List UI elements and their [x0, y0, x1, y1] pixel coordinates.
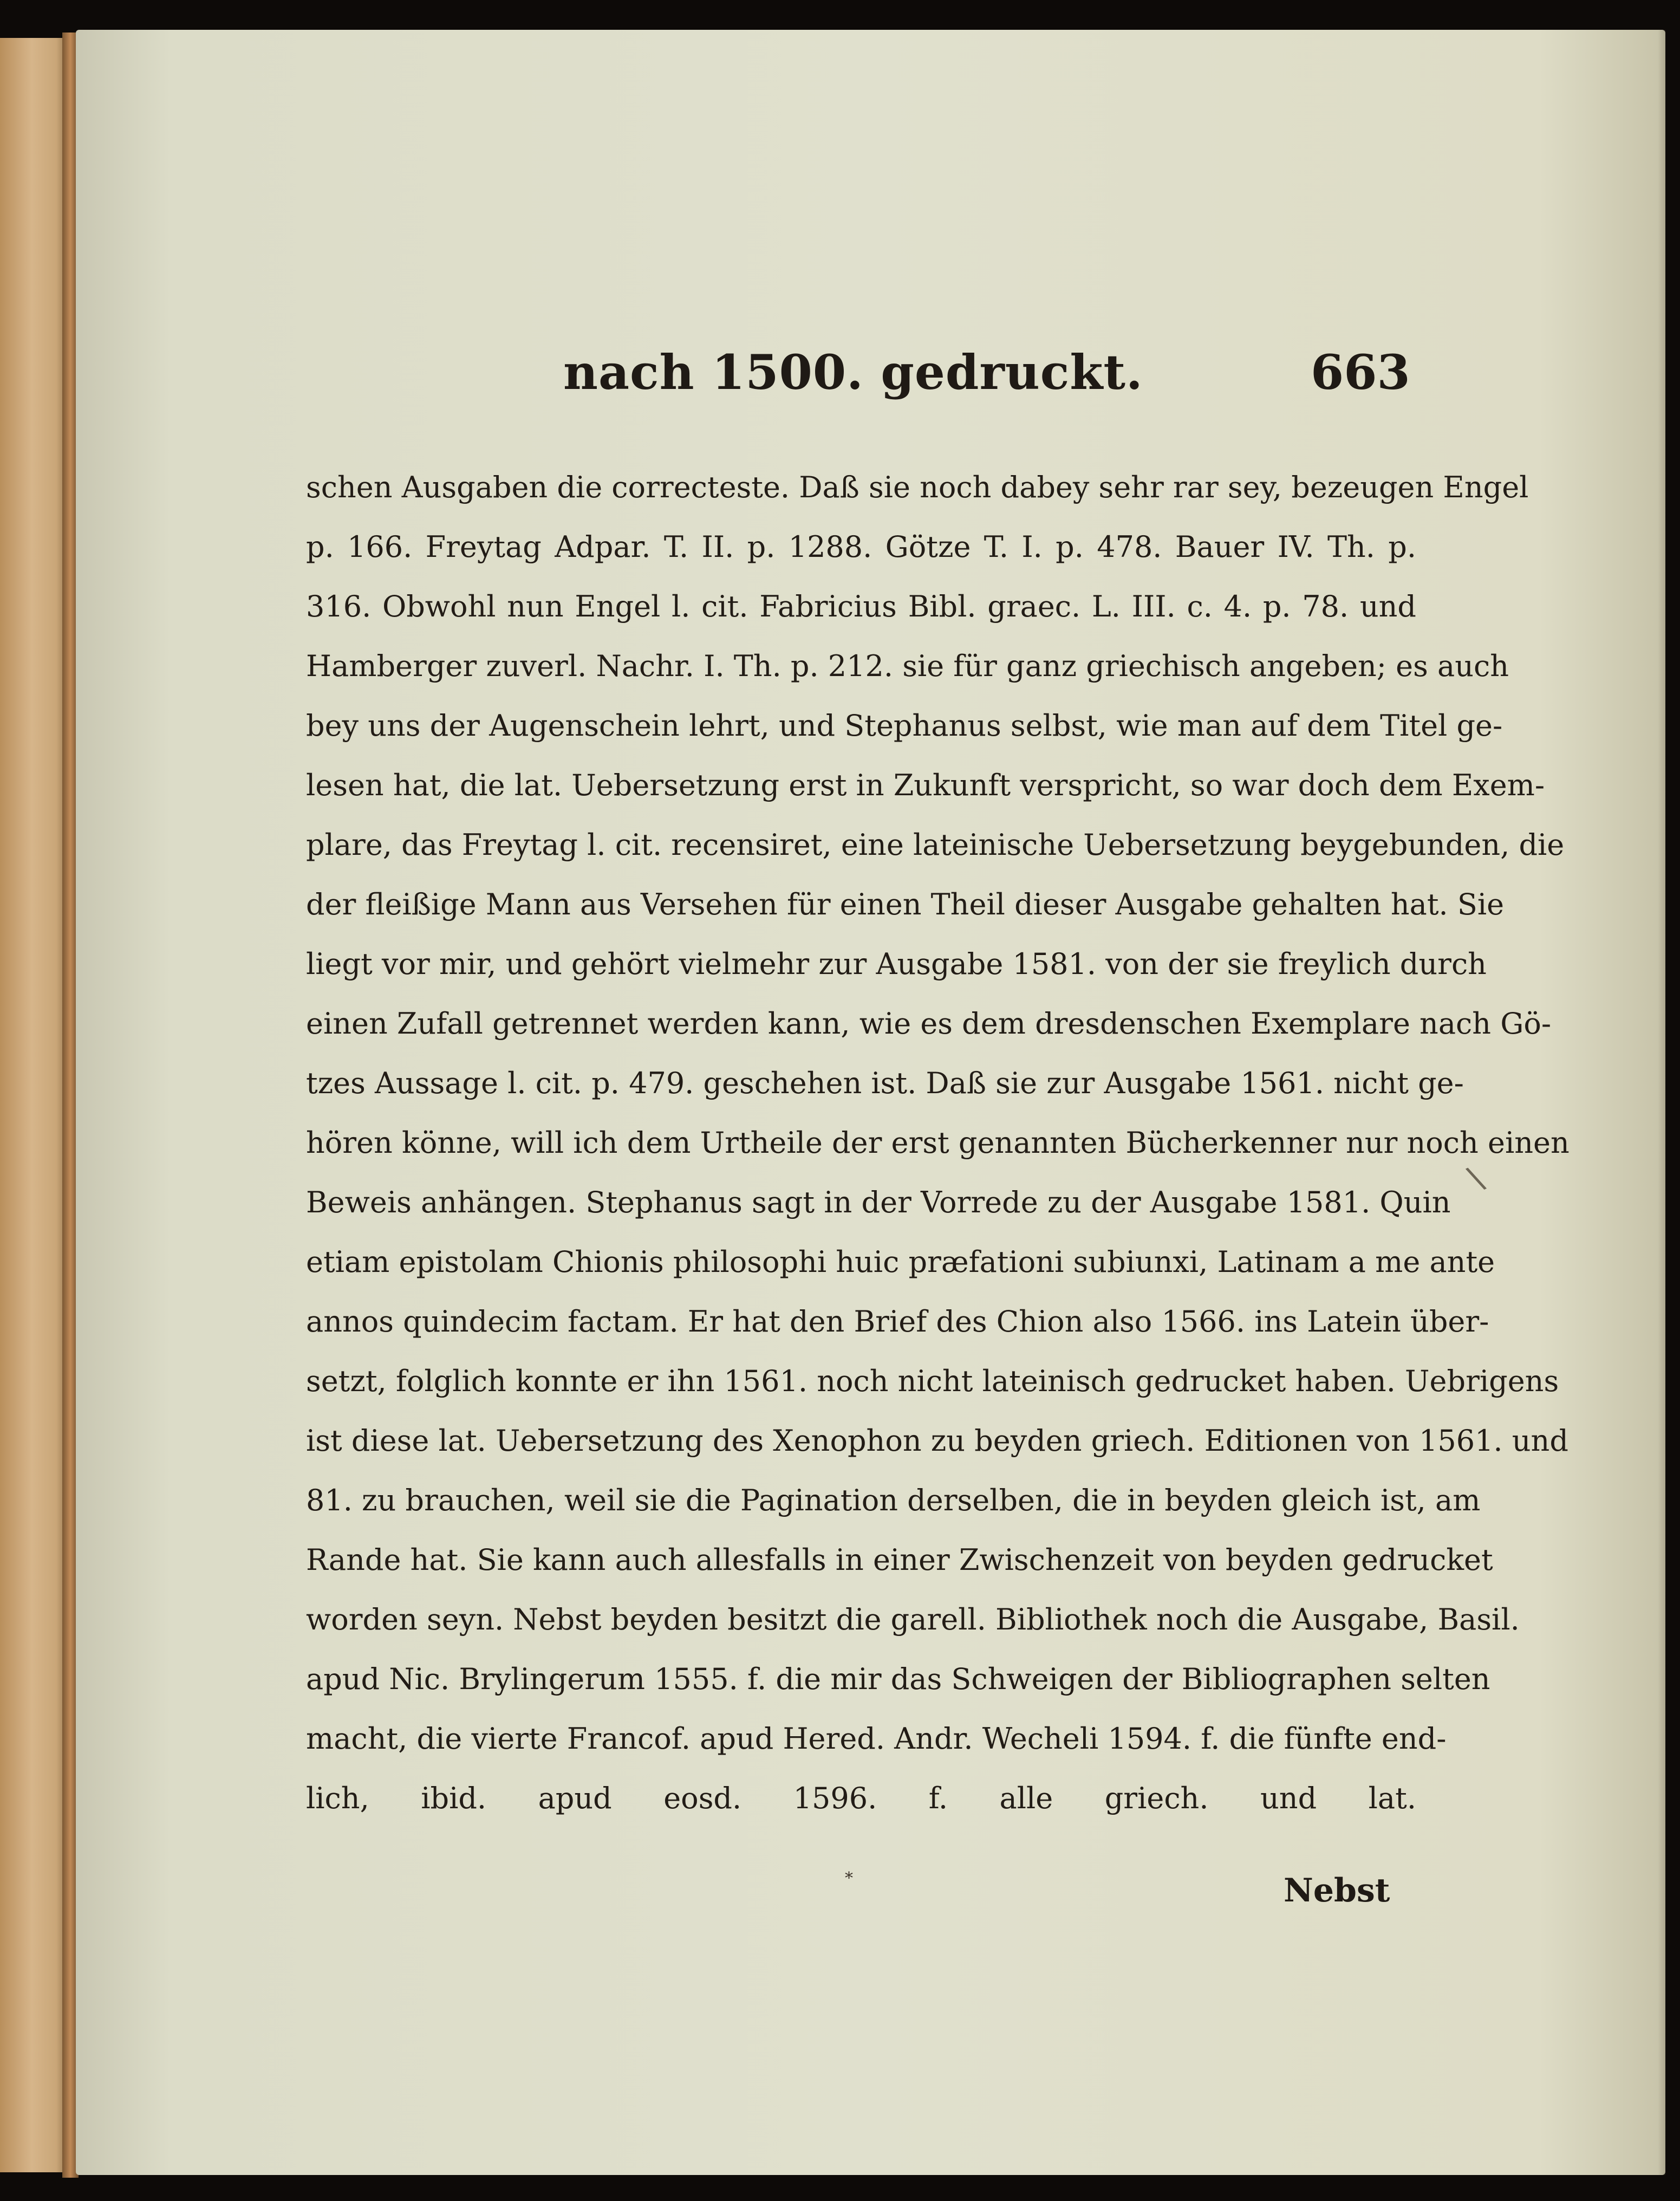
left-page-edge: [0, 38, 70, 2172]
text-line: lesen hat, die lat. Uebersetzung erst in Zukunft verspricht, so war doch dem Exem-: [306, 768, 1545, 802]
text-line: tzes Aussage l. cit. p. 479. geschehen ist. Daß sie zur Ausgabe 1561. nicht ge-: [306, 1066, 1464, 1100]
text-line: 316. Obwohl nun Engel l. cit. Fabricius Bibl. graec. L. III. c. 4. p. 78. und: [306, 589, 1416, 624]
page-number: 663: [1311, 344, 1410, 400]
text-line: setzt, folglich konnte er ihn 1561. noch nicht lateinisch gedrucket haben. Uebrigens: [306, 1364, 1559, 1398]
text-line: schen Ausgaben die correcteste. Daß sie noch dabey sehr rar sey, bezeugen Engel: [306, 470, 1529, 504]
text-line: bey uns der Augenschein lehrt, und Stephanus selbst, wie man auf dem Titel ge-: [306, 709, 1503, 743]
text-line: Rande hat. Sie kann auch allesfalls in einer Zwischenzeit von beyden gedrucket: [306, 1543, 1493, 1577]
text-line: etiam epistolam Chionis philosophi huic præfationi subiunxi, Latinam a me ante: [306, 1245, 1495, 1279]
book-page: [76, 30, 1665, 2175]
text-line: p. 166. Freytag Adpar. T. II. p. 1288. Götze T. I. p. 478. Bauer IV. Th. p.: [306, 530, 1416, 564]
margin-mark: \: [1463, 1158, 1489, 1198]
text-line: macht, die vierte Francof. apud Hered. Andr. Wecheli 1594. f. die fünfte end-: [306, 1722, 1447, 1756]
catchword: Nebst: [1284, 1872, 1390, 1910]
text-line: liegt vor mir, und gehört vielmehr zur Ausgabe 1581. von der sie freylich durch: [306, 947, 1487, 981]
text-line: annos quindecim factam. Er hat den Brief des Chion also 1566. ins Latein über-: [306, 1304, 1489, 1339]
running-head: nach 1500. gedruckt.: [563, 344, 1143, 400]
text-line: apud Nic. Brylingerum 1555. f. die mir das Schweigen der Bibliographen selten: [306, 1662, 1490, 1696]
text-line: einen Zufall getrennet werden kann, wie es dem dresdenschen Exemplare nach Gö-: [306, 1007, 1552, 1041]
signature-mark: *: [845, 1869, 853, 1888]
text-line: plare, das Freytag l. cit. recensiret, eine lateinische Uebersetzung beygebunden, die: [306, 828, 1565, 862]
text-line: der fleißige Mann aus Versehen für einen Theil dieser Ausgabe gehalten hat. Sie: [306, 887, 1505, 921]
page-edge-shadow: [1658, 30, 1665, 2175]
text-line: Beweis anhängen. Stephanus sagt in der Vorrede zu der Ausgabe 1581. Quin: [306, 1185, 1451, 1219]
text-line: lich, ibid. apud eosd. 1596. f. alle griech. und lat.: [306, 1781, 1416, 1815]
text-line: hören könne, will ich dem Urtheile der erst genannten Bücherkenner nur noch einen: [306, 1126, 1570, 1160]
text-line: 81. zu brauchen, weil sie die Pagination derselben, die in beyden gleich ist, am: [306, 1483, 1481, 1517]
body-text: [306, 458, 1570, 1828]
text-line: ist diese lat. Uebersetzung des Xenophon zu beyden griech. Editionen von 1561. und: [306, 1424, 1568, 1458]
text-line: Hamberger zuverl. Nachr. I. Th. p. 212. sie für ganz griechisch angeben; es auch: [306, 649, 1509, 683]
text-line: worden seyn. Nebst beyden besitzt die garell. Bibliothek noch die Ausgabe, Basil.: [306, 1602, 1520, 1637]
